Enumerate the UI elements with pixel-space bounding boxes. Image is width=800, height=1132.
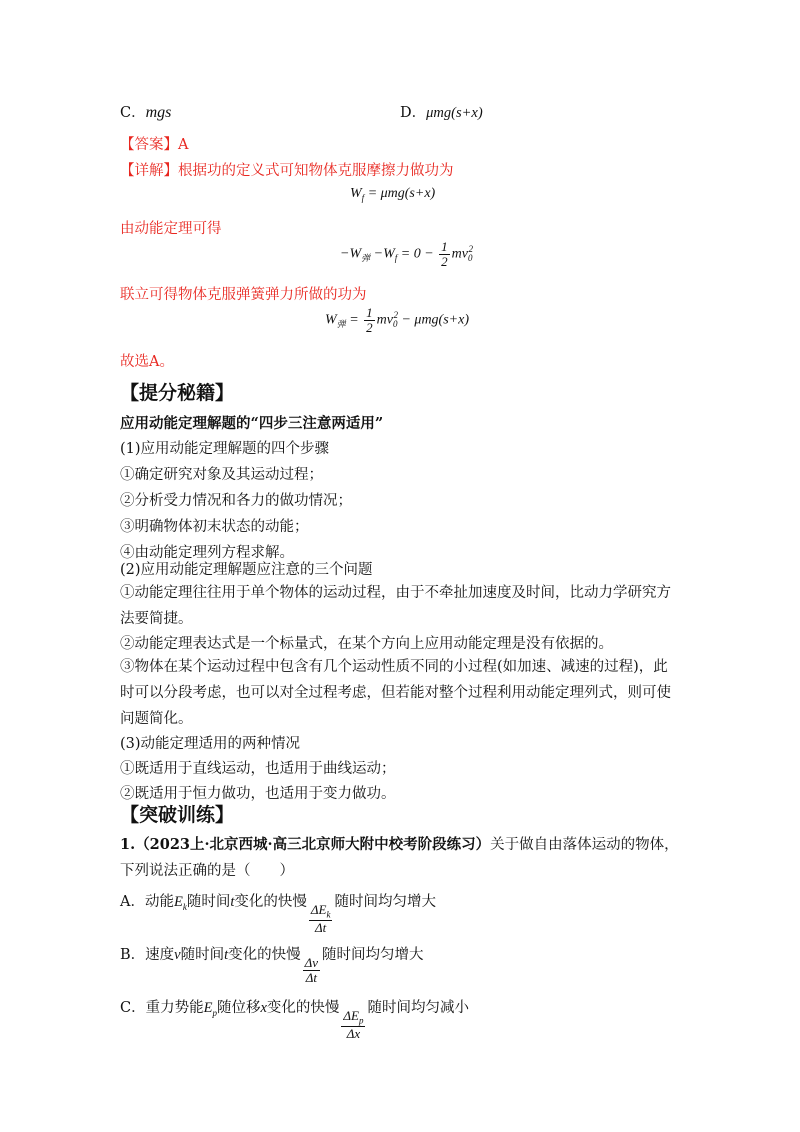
equation-spring-work [325, 306, 469, 334]
option-d-formula-mu: μmg [426, 105, 452, 121]
training-header: 【突破训练】 [120, 804, 235, 826]
eq2-frac-den: 2 [441, 253, 448, 269]
tips-item-12: ②既适用于恒力做功，也适用于变力做功。 [120, 786, 396, 802]
eq3-mv: mv [376, 312, 393, 328]
eq2-d: mv [451, 246, 468, 262]
tips-item-10: (3)动能定理适用的两种情况 [120, 736, 301, 752]
eq1-rhs: = μmg(s+x) [367, 186, 436, 201]
detail-line2: 由动能定理可得 [120, 221, 222, 237]
option-a-mid: 随时间 [186, 894, 231, 910]
tips-item-6: (2)应用动能定理解题应注意的三个问题 [120, 562, 373, 578]
option-c-x: x [260, 1000, 267, 1016]
option-c-mid: 随位移 [216, 1000, 261, 1016]
eq3-frac-num: 1 [366, 305, 373, 320]
eq3-mv-sub: 0 [392, 319, 398, 330]
detail-line4: 故选A。 [120, 354, 174, 370]
tips-item-8: ②动能定理表达式是一个标量式，在某个方向上应用动能定理是没有依据的。 [120, 636, 613, 652]
tips-subtitle: 应用动能定理解题的“四步三注意两适用” [120, 415, 384, 432]
option-a-pre: A．动能 [120, 894, 174, 910]
eq2-fraction [439, 240, 450, 268]
detail-line3: 联立可得物体克服弹簧弹力所做的功为 [120, 287, 367, 303]
tips-item-11: ①既适用于直线运动，也适用于曲线运动； [120, 761, 396, 777]
tips-item-5: ④由动能定理列方程求解。 [120, 545, 294, 561]
tips-item-4: ③明确物体初末状态的动能； [120, 519, 309, 535]
tips-item-7: ①动能定理往往用于单个物体的运动过程，由于不牵扯加速度及时间，比动力学研究方法要简捷。 [120, 585, 671, 627]
eq3-sub: 弹 [336, 319, 346, 330]
option-b-pre: B．速度 [120, 947, 175, 963]
eq2-frac-num: 1 [441, 239, 448, 254]
question-1 [120, 832, 680, 884]
question-1-option-b[interactable] [120, 943, 424, 984]
option-d [400, 101, 483, 122]
question-1-text: 关于做自由落体运动的物体，下列说法正确的是（ ） [120, 837, 679, 879]
option-c-fraction [341, 1009, 365, 1041]
option-a-frac-den: Δt [315, 920, 327, 936]
eq2-a-sub: 弹 [361, 253, 371, 264]
option-b-mid: 随时间 [180, 947, 225, 963]
option-c [120, 101, 171, 122]
eq2-d-sup: 2 [468, 243, 473, 254]
eq2-c: = 0 − [400, 246, 434, 262]
eq3-fraction [364, 306, 375, 334]
option-d-formula-rest: (s+x) [451, 105, 483, 121]
option-c-mid2: 变化的快慢 [266, 1000, 340, 1016]
option-c-label: C． [120, 105, 146, 121]
option-a-fraction [309, 903, 333, 935]
option-c-pre: C．重力势能 [120, 1000, 204, 1016]
tips-item-2: ①确定研究对象及其运动过程； [120, 467, 323, 483]
option-c-frac-num-sub: p [358, 1015, 364, 1026]
option-b-frac-den: Δt [305, 969, 317, 985]
option-d-label: D． [400, 105, 427, 121]
option-b-fraction [303, 956, 320, 984]
equation-kinetic-theorem [340, 240, 473, 268]
option-b-frac-num: Δv [304, 955, 319, 970]
eq3-frac-den: 2 [366, 319, 373, 335]
eq3-eq: = [349, 312, 359, 328]
eq1-sub: f [361, 192, 365, 203]
equation-friction-work [350, 186, 435, 203]
option-c-formula: mgs [145, 104, 172, 121]
option-a-post: 随时间均匀增大 [334, 894, 436, 910]
option-c-post: 随时间均匀减小 [367, 1000, 469, 1016]
tips-item-3: ②分析受力情况和各力的做功情况； [120, 493, 352, 509]
option-a-mid2: 变化的快慢 [234, 894, 307, 910]
question-1-option-c[interactable] [120, 996, 469, 1041]
option-a-var-sub: k [182, 901, 187, 912]
tips-header: 【提分秘籍】 [120, 382, 235, 404]
option-c-frac-num: ΔE [343, 1008, 359, 1023]
question-1-source: 1.（2023上·北京西城·高三北京师大附中校考阶段练习） [120, 836, 491, 853]
tips-item-9: ③物体在某个运动过程中包含有几个运动性质不同的小过程(如加速、减速的过程)，此时可以分段考虑，也可以对全过程考虑，但若能对整个过程利用动能定理列式，则可使问题简化。 [120, 659, 671, 727]
option-a-frac-num-sub: k [326, 909, 331, 920]
option-c-var: E [203, 1000, 213, 1016]
eq2-a: −W [340, 246, 362, 262]
option-c-frac-den: Δx [346, 1026, 361, 1042]
option-c-var-sub: p [212, 1007, 217, 1018]
option-a-var: E [173, 894, 183, 910]
eq2-d-sub: 0 [467, 253, 473, 264]
option-a-frac-num: ΔE [310, 902, 327, 917]
eq3-lhs: W [325, 312, 337, 328]
option-b-mid2: 变化的快慢 [228, 947, 301, 963]
eq2-b: −W [373, 246, 395, 262]
detail-label: 【详解】根据功的定义式可知物体克服摩擦力做功为 [120, 163, 454, 179]
option-b-var: v [174, 947, 181, 963]
option-b-post: 随时间均匀增大 [322, 947, 424, 963]
option-a-t: t [230, 894, 235, 910]
question-1-option-a[interactable] [120, 890, 436, 935]
eq3-rest: − μmg(s+x) [401, 312, 469, 328]
eq1-lhs: W [350, 186, 362, 201]
eq2-b-sub: f [394, 253, 398, 264]
eq3-mv-sup: 2 [393, 309, 398, 320]
answer-label: 【答案】A [120, 137, 189, 153]
tips-item-1: (1)应用动能定理解题的四个步骤 [120, 441, 330, 457]
option-b-t: t [224, 947, 229, 963]
